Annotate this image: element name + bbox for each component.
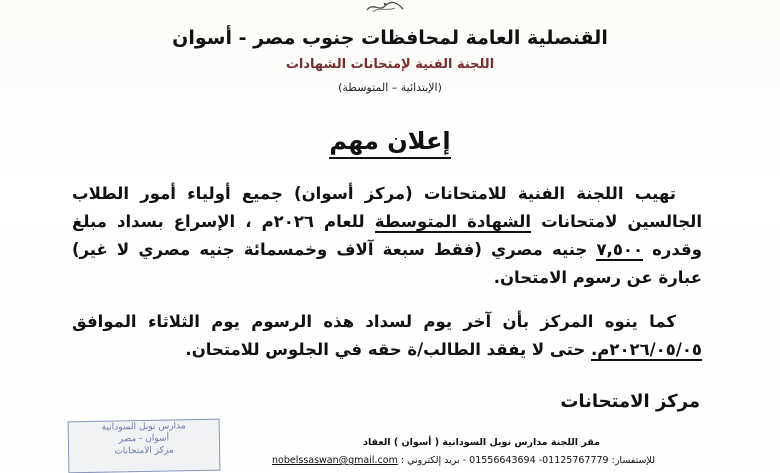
announcement-title bbox=[0, 126, 780, 156]
consulate-title: القنصلية العامة لمحافظات جنوب مصر - أسوان bbox=[172, 27, 608, 49]
stamp-line-1: مدارس نوبل السودانية bbox=[101, 421, 186, 433]
signature: مركز الامتحانات bbox=[560, 391, 700, 412]
stamp-line-2: أسوان - مصر bbox=[118, 433, 170, 445]
levels-subtitle: (الإبتدائية – المتوسطة) bbox=[338, 81, 442, 94]
email-label: - بريد إلكتروني : bbox=[400, 455, 467, 466]
contact-phones: 01125767779- 01556643694 bbox=[469, 455, 609, 466]
calligraphy-emblem-icon bbox=[365, 0, 405, 14]
stamp-line-3: مركز الامتحانات bbox=[114, 445, 174, 457]
para2-text-1: كما ينوه المركز بأن آخر يوم لسداد هذه الرسوم يوم الثلاثاء الموافق bbox=[72, 312, 676, 331]
certificate-name: الشهادة المتوسطة bbox=[374, 212, 532, 231]
fee-amount: ٧,٥٠٠ bbox=[596, 240, 644, 259]
contact-email-link[interactable]: nobelssaswan@gmail.com bbox=[272, 455, 398, 466]
footer-contact bbox=[272, 454, 655, 468]
announcement-paragraph-2 bbox=[72, 308, 702, 364]
para1-text-2: للعام ٢٠٢٦م ، الإسراع بسداد مبلغ وقدره bbox=[72, 212, 702, 259]
contact-prefix: للإستفسار: bbox=[611, 455, 655, 466]
official-stamp bbox=[68, 419, 221, 473]
para1-text-1: تهيب اللجنة الفنية للامتحانات (مركز أسوان) جميع أولياء أمور الطلاب الجالسين لامتحانات bbox=[72, 184, 702, 231]
deadline-date: ٢٠٢٦/٠٥/٠٥م. bbox=[591, 340, 702, 359]
para2-text-2: حتى لا يفقد الطالب/ة حقه في الجلوس للامتحان. bbox=[185, 340, 591, 359]
committee-title: اللجنة الفنية لإمتحانات الشهادات bbox=[285, 57, 495, 72]
announcement-title-text: إعلان مهم bbox=[329, 127, 450, 159]
announcement-paragraph-1 bbox=[72, 180, 702, 292]
para1-text-3: جنيه مصري (فقط سبعة آلاف وخمسمائة جنيه مصري لا غير) عبارة عن رسوم الامتحان. bbox=[72, 240, 702, 287]
footer-address: مقر اللجنة مدارس نوبل السودانية ( أسوان ) العقاد bbox=[363, 437, 600, 448]
